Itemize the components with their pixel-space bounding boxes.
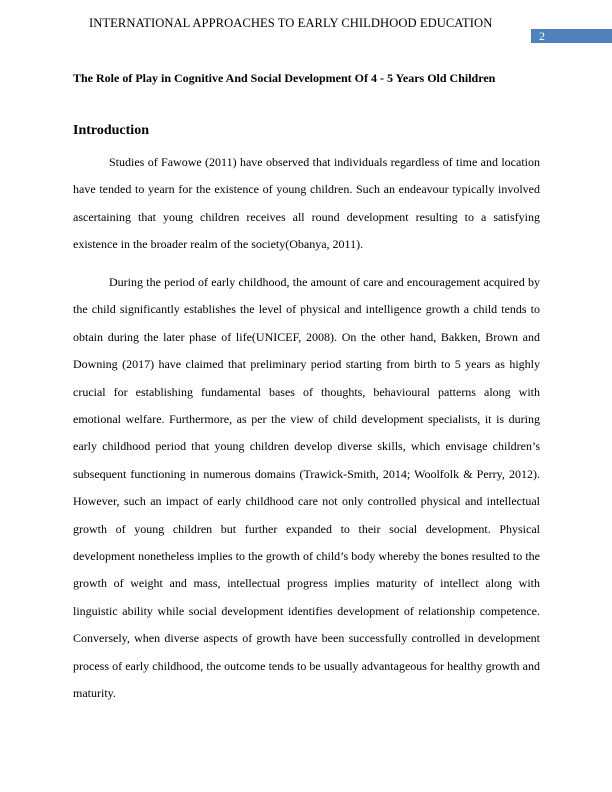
page-number-bar bbox=[531, 29, 612, 43]
running-head: INTERNATIONAL APPROACHES TO EARLY CHILDHOOD EDUCATION bbox=[89, 16, 493, 30]
section-heading-introduction: Introduction bbox=[73, 123, 149, 138]
document-title: The Role of Play in Cognitive And Social Development Of 4 - 5 Years Old Children bbox=[73, 71, 496, 85]
body-paragraph-1: Studies of Fawowe (2011) have observed that individuals regardless of time and location have tended to yearn for the existence of young children. Such an endeavour typically involved ascertaining that young children receives all round development resulting to a satisfying existence in the broader realm of the society(Obanya, 2011). bbox=[73, 155, 540, 252]
page-number: 2 bbox=[539, 29, 545, 43]
body-paragraph-2: During the period of early childhood, the amount of care and encouragement acquired by the child significantly establishes the level of physical and intelligence growth a child tends to obtain during the later phase of life(UNICEF, 2008). On the other hand, Bakken, Brown and Downing (2017) have claimed that preliminary period starting from birth to 5 years as highly crucial for establishing fundamental bases of thoughts, behavioural patterns along with emotional welfare. Furthermore, as per the view of child development specialists, it is during early childhood period that young children develop diverse skills, which envisage children’s subsequent functioning in numerous domains (Trawick-Smith, 2014; Woolfolk & Perry, 2012). However, such an impact of early childhood care not only controlled physical and intellectual growth of young children but further expanded to their social development. Physical development nonetheless implies to the growth of child’s body whereby the bones resulted to the growth of weight and mass, intellectual progress implies maturity of intellect along with linguistic ability while social development identifies development of relationship competence. Conversely, when diverse aspects of growth have been successfully controlled in development process of early childhood, the outcome tends to be usually advantageous for healthy growth and maturity. bbox=[73, 275, 540, 701]
